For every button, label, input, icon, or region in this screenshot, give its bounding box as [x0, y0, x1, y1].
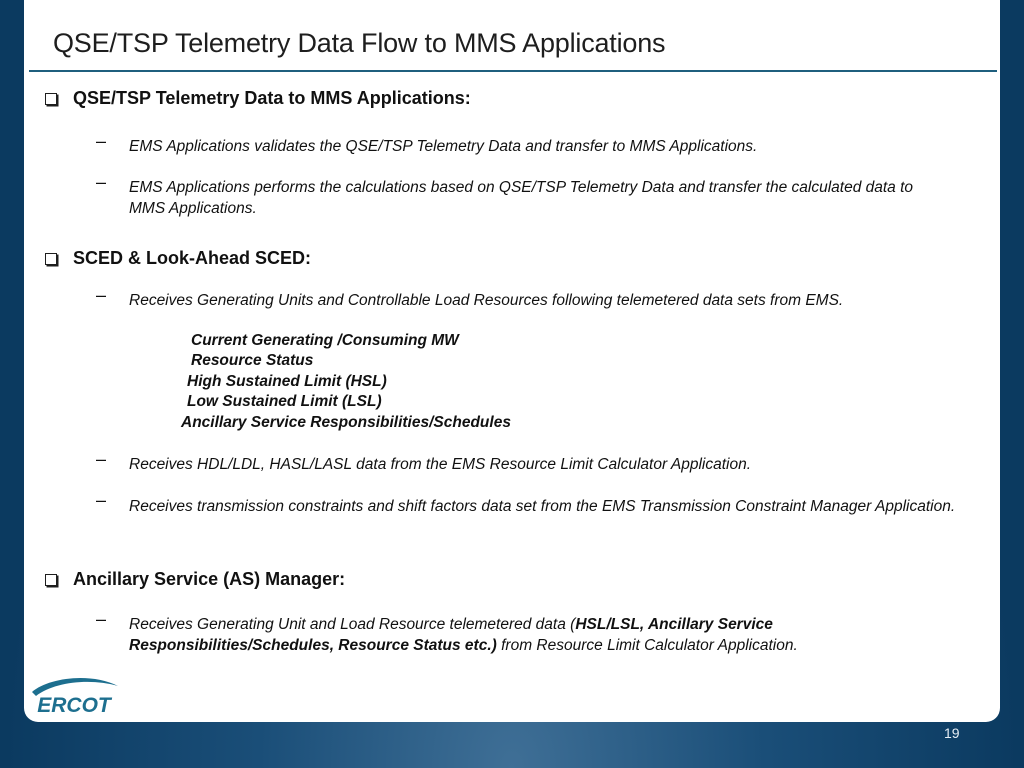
- item-text-prefix: Receives Generating Unit and Load Resource telemetered data (: [129, 616, 576, 633]
- title-divider: [29, 70, 997, 72]
- list-item: [96, 172, 946, 219]
- logo-text: ERCOT: [37, 694, 111, 717]
- telemetry-list-item: Current Generating /Consuming MW: [191, 332, 459, 349]
- dash-bullet-icon: –: [96, 131, 107, 151]
- checkbox-bullet-icon: [45, 253, 57, 265]
- list-item-text: EMS Applications performs the calculations based on QSE/TSP Telemetry Data and transfer the calculated data to MMS Applications.: [129, 179, 914, 217]
- item-text-bold: HSL/LSL, Ancillary Service Responsibilities/Schedules, Resource Status etc.): [129, 616, 773, 654]
- list-item-text: [129, 615, 896, 656]
- dash-bullet-icon: –: [96, 490, 107, 510]
- list-item-text: Receives transmission constraints and shift factors data set from the EMS Transmission Constraint Manager Application.: [129, 498, 956, 515]
- section-heading-telemetry: [45, 88, 471, 109]
- list-item: [96, 131, 956, 158]
- section-heading-text: QSE/TSP Telemetry Data to MMS Applications:: [73, 88, 471, 108]
- checkbox-bullet-icon: [45, 93, 57, 105]
- telemetry-list-item: Low Sustained Limit (LSL): [187, 393, 382, 410]
- checkbox-bullet-icon: [45, 574, 57, 586]
- telemetry-list-item: High Sustained Limit (HSL): [187, 373, 387, 390]
- ercot-logo: [28, 674, 120, 718]
- list-item: [96, 490, 956, 518]
- dash-bullet-icon: –: [96, 449, 107, 469]
- slide-title: QSE/TSP Telemetry Data Flow to MMS Applications: [53, 28, 666, 58]
- section-heading-sced: [45, 248, 311, 269]
- telemetry-list-item: Ancillary Service Responsibilities/Schedules: [181, 414, 511, 431]
- dash-bullet-icon: –: [96, 285, 107, 305]
- list-item: [96, 609, 896, 656]
- section-heading-text: Ancillary Service (AS) Manager:: [73, 569, 346, 589]
- dash-bullet-icon: –: [96, 172, 107, 192]
- list-item-text: EMS Applications validates the QSE/TSP Telemetry Data and transfer to MMS Applications.: [129, 138, 758, 155]
- list-item-text: Receives Generating Units and Controllable Load Resources following telemetered data sets from EMS.: [129, 292, 844, 309]
- slide-canvas: [24, 0, 1000, 722]
- section-heading-as-manager: [45, 569, 345, 590]
- list-item: [96, 449, 956, 476]
- telemetry-list-item: Resource Status: [191, 352, 314, 369]
- section-heading-text: SCED & Look-Ahead SCED:: [73, 248, 312, 268]
- dash-bullet-icon: –: [96, 609, 107, 629]
- item-text-suffix: from Resource Limit Calculator Application.: [496, 636, 798, 654]
- page-number: 19: [944, 725, 960, 741]
- list-item-text: Receives HDL/LDL, HASL/LASL data from the EMS Resource Limit Calculator Application.: [129, 456, 752, 473]
- list-item: [96, 285, 956, 312]
